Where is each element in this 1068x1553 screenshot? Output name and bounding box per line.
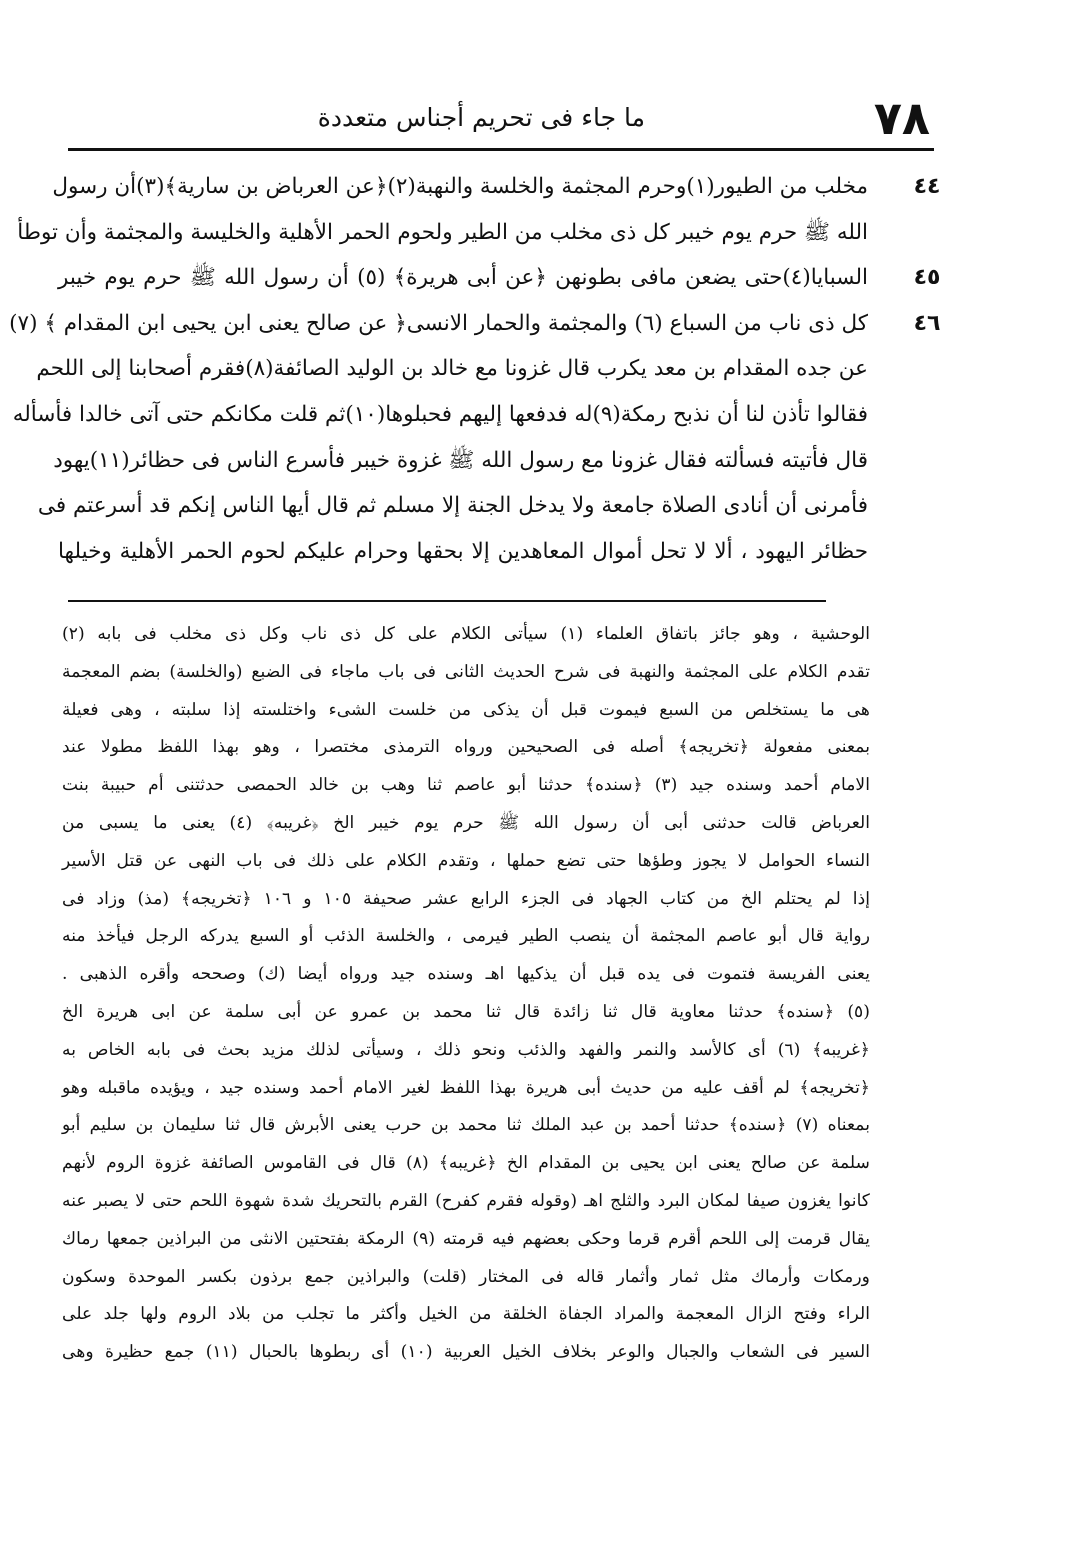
footnote-line: ﴿تخريجه﴾ لم أقف عليه من حديث أبى هريرة بهذا اللفظ لغير الامام أحمد وسنده جيد ، ويؤيده ماقبله وهو: [62, 1077, 870, 1098]
main-text: [9, 164, 950, 574]
footnote-line: يعنى الفريسة فتموت فى يده قبل أن يذكيها اهـ وسنده جيد ورواه أيضا (ك) وصححه وأقره الذهبى .: [62, 964, 870, 985]
text-line: [12, 392, 950, 438]
footnote-divider: [68, 600, 826, 602]
line-text: قال فأتيته فسألته فقال غزونا مع رسول الله ﷺ غزوة خيبر فأسرع الناس فى حظائر(١١)يهود: [53, 447, 868, 473]
footnote-line: الراء وفتح الزال المعجمة والمراد الجفاة الخلقة من الخيل وأكثر ما تجلب من بلاد الروم ولها جلد على: [62, 1304, 870, 1325]
footnote-line: الوحشية ، وهو جائز باتفاق العلماء (١) سيأتى الكلام على كل ذى ناب وكل ذى مخلب فى بابه (٢): [62, 624, 870, 644]
hadith-number: ٤٦: [913, 310, 941, 336]
line-text: فأمرنى أن أنادى الصلاة جامعة ولا يدخل الجنة إلا مسلم ثم قال أيها الناس إنكم قد أسرعتم فى: [37, 493, 868, 519]
text-line: [58, 529, 950, 575]
footnote-line: هى ما يستخلص من السبع فيموت قبل أن يذكى من خلست الشىء واختلسته إذا سلبته ، وهى فعيلة: [62, 699, 870, 720]
page-number: ٧٨: [873, 91, 930, 145]
line-text: كل ذى ناب من السباع (٦) والمجثمة والحمار الانسى﴿ عن صالح يعنى ابن يحيى ابن المقدام ﴾ (٧): [9, 310, 868, 336]
line-text: حظائر اليهود ، ألا لا تحل أموال المعاهدين إلا بحقها وحرام عليكم لحوم الحمر الأهلية وخيلها: [58, 538, 868, 564]
footnote-line: ﴿غريبه﴾ (٦) أى كالأسد والنمر والفهد والذئب ونحو ذلك ، وسيأتى لذلك مزيد بحث فى بابه الخاص به: [62, 1039, 871, 1060]
footnote-line: (٥) ﴿سنده﴾ حدثنا معاوية قال ثنا زائدة قال ثنا محمد بن عمرو عن أبى سلمة عن ابى هريرة الخ: [62, 1001, 870, 1022]
hadith-number: ٤٥: [913, 265, 941, 291]
footnote-line: السير فى الشعاب والجبال والوعر بخلاف الخيل العربية (١٠) أى ربطوها بالحبال (١١) جمع حظيرة وهى: [62, 1342, 870, 1363]
text-line: [36, 346, 950, 392]
line-text: الله ﷺ حرم يوم خيبر كل ذى مخلب من الطير ولحوم الحمر الأهلية والخليسة والمجثمة وأن توطأ: [17, 219, 868, 245]
text-line: [17, 210, 950, 256]
text-line: [37, 483, 950, 529]
hadith-number: ٤٤: [913, 174, 941, 199]
footnote-line: تقدم الكلام على المجثمة والنهبة فى شرح الحديث الثانى فى باب ماجاء فى الضبع (والخلسة) بضم المعجمة: [62, 661, 870, 682]
line-text: السبايا(٤)حتى يضعن مافى بطونهن ﴿عن أبى هريرة﴾ (٥) أن رسول الله ﷺ حرم يوم خيبر: [58, 265, 868, 291]
line-text: فقالوا تأذن لنا أن نذبح رمكة(٩)له فدفعها إليهم فحبلوها(١٠)ثم قلت مكانكم حتى آتى خالدا فأسأله: [12, 401, 868, 427]
footnote-line: ورمكات وأرماك مثل ثمار وأثمار قاله فى المختار (قلت) والبراذين جمع برذون بكسر الموحدة وسكون: [62, 1266, 870, 1287]
footnote-line: الامام أحمد وسنده جيد (٣) ﴿سنده﴾ حدثنا أبو عاصم ثنا وهب بن خالد الحمصى حدثتنى أم حبيبة بنت: [62, 775, 870, 796]
line-text: مخلب من الطيور(١)وحرم المجثمة والخلسة والنهبة(٢)﴿عن العرباض بن سارية﴾(٣)أن رسول: [52, 174, 868, 199]
footnote-line: العرباض قالت حدثنى أبى أن رسول الله ﷺ حرم يوم خيبر الخ ﴿غريبه﴾ (٤) يعنى ما يسبى من: [62, 812, 870, 833]
line-text: عن جده المقدام بن معد يكرب قال غزونا مع خالد بن الوليد الصائفة(٨)فقرم أصحابنا إلى اللحم: [36, 356, 868, 382]
page-header: [70, 88, 930, 148]
footnote-line: سلمة عن صالح يعنى ابن يحيى بن المقدام الخ ﴿غريبه﴾ (٨) قال فى القاموس الصائفة غزوة الروم لأنهم: [62, 1153, 870, 1174]
header-rule: [68, 148, 934, 151]
footnote-line: يقال قرمت إلى اللحم أقرم قرما وحكى بعضهم فيه قرمته (٩) الرمكة بفتحتين الانثى من البراذين جمعها رماك: [62, 1228, 870, 1249]
running-title: ما جاء فى تحريم أجناس متعددة: [317, 103, 645, 132]
footnote-line: النساء الحوامل لا يجوز وطؤها حتى تضع حملها ، وتقدم الكلام على ذلك فى باب النهى عن قتل الأسير: [62, 850, 870, 871]
footnote-line: إذا لم يحتلم الخ من كتاب الجهاد فى الجزء الرابع عشر صحيفة ١٠٥ و ١٠٦ ﴿تخريجه﴾ (مذ) وزاد فى: [62, 888, 870, 909]
footnote-line: كانوا يغزون صيفا لمكان البرد والثلج اهـ (وقوله فقرم كفرح) القرم بالتحريك شدة شهوة اللحم حتى لا يصبر عنه: [62, 1190, 870, 1211]
footnote-line: رواية قال أبو عاصم المجثمة أن ينصب الطير فيرمى ، والخلسة الذئب أو السبع يدركه الرجل فيأخذ منه: [62, 926, 870, 947]
text-line: [53, 438, 950, 484]
text-line: [52, 164, 950, 210]
footnote-line: بمعناه (٧) ﴿سنده﴾ حدثنا أحمد بن عبد الملك ثنا محمد بن حرب يعنى الأبرش قال ثنا سليمان بن سليم أبو: [62, 1115, 871, 1136]
text-line: [58, 255, 950, 301]
footnote-line: بمعنى مفعولة ﴿تخريجه﴾ أصله فى الصحيحين ورواه الترمذى مختصرا ، وهو بهذا اللفظ مطولا عند: [62, 737, 870, 758]
footnotes: [62, 616, 870, 1372]
text-line: [9, 301, 950, 347]
